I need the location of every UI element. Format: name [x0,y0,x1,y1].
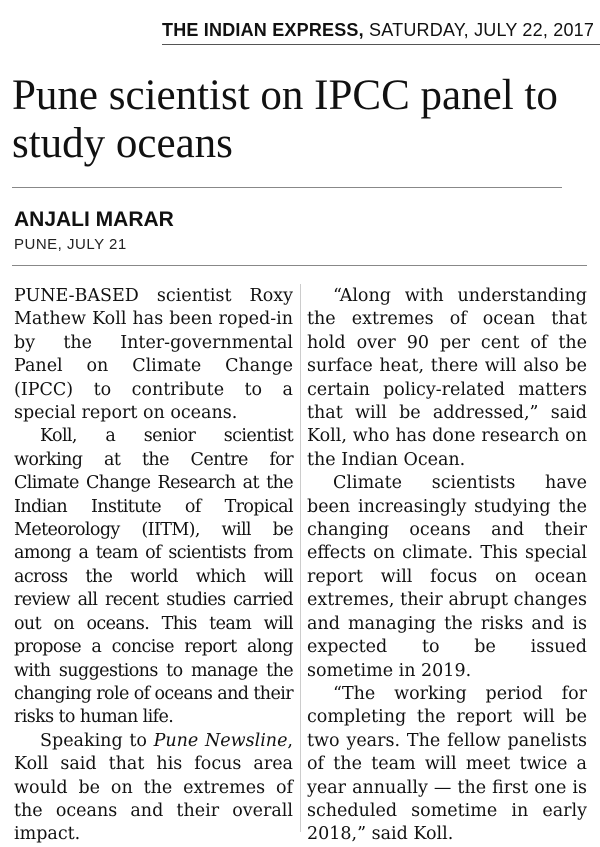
newspaper-name: THE INDIAN EXPRESS, [162,20,364,40]
paragraph-5: Climate scientists have been increasingly studying the changing oceans and their effects on climate. This special report will focus on ocean extremes, their abrupt changes and managing the risks and is expected to be issued sometime in 2019. [307,473,587,681]
headline: Pune scientist on IPCC panel to study oceans [12,72,558,167]
article-column-2 [307,285,587,847]
dateline: PUNE, JULY 21 [14,236,127,253]
headline-rule [12,187,562,188]
article-column-1 [14,285,293,847]
byline-author: ANJALI MARAR [14,208,174,231]
paragraph-3: Speaking to Pune Newsline, Koll said that his focus area would be on the extremes of the oceans and their overall impact. [14,730,293,845]
masthead [0,0,600,44]
paragraph-1: PUNE-BASED scientist Roxy Mathew Koll has been roped-in by the Inter-governmental Panel on Climate Change (IPCC) to contribute to a special report on oceans. [14,286,293,424]
paragraph-2: Koll, a senior scientist working at the Centre for Climate Change Research at the Indian Institute of Tropical Meteorology (IITM), will be among a team of scientists from across the world which will review all recent studies carried out on oceans. This team will propose a concise report along with suggestions to manage the changing role of oceans and their risks to human life. [14,426,293,728]
byline-rule [12,265,587,266]
publication-date: SATURDAY, JULY 22, 2017 [369,20,595,40]
masthead-rule [162,44,600,45]
paragraph-4: “Along with understanding the extremes of ocean that hold over 90 per cent of the surface heat, there will also be certain policy-related matters that will be addressed,” said Koll, who has done research on the Indian Ocean. [307,286,587,470]
publication-name: Pune Newsline [153,730,288,751]
masthead-line [162,20,594,41]
paragraph-6: “The working period for completing the report will be two years. The fellow panelists of the team will meet twice a year annually — the first one is scheduled sometime in early 2018,” said Koll. [307,683,587,845]
column-divider [300,284,301,832]
